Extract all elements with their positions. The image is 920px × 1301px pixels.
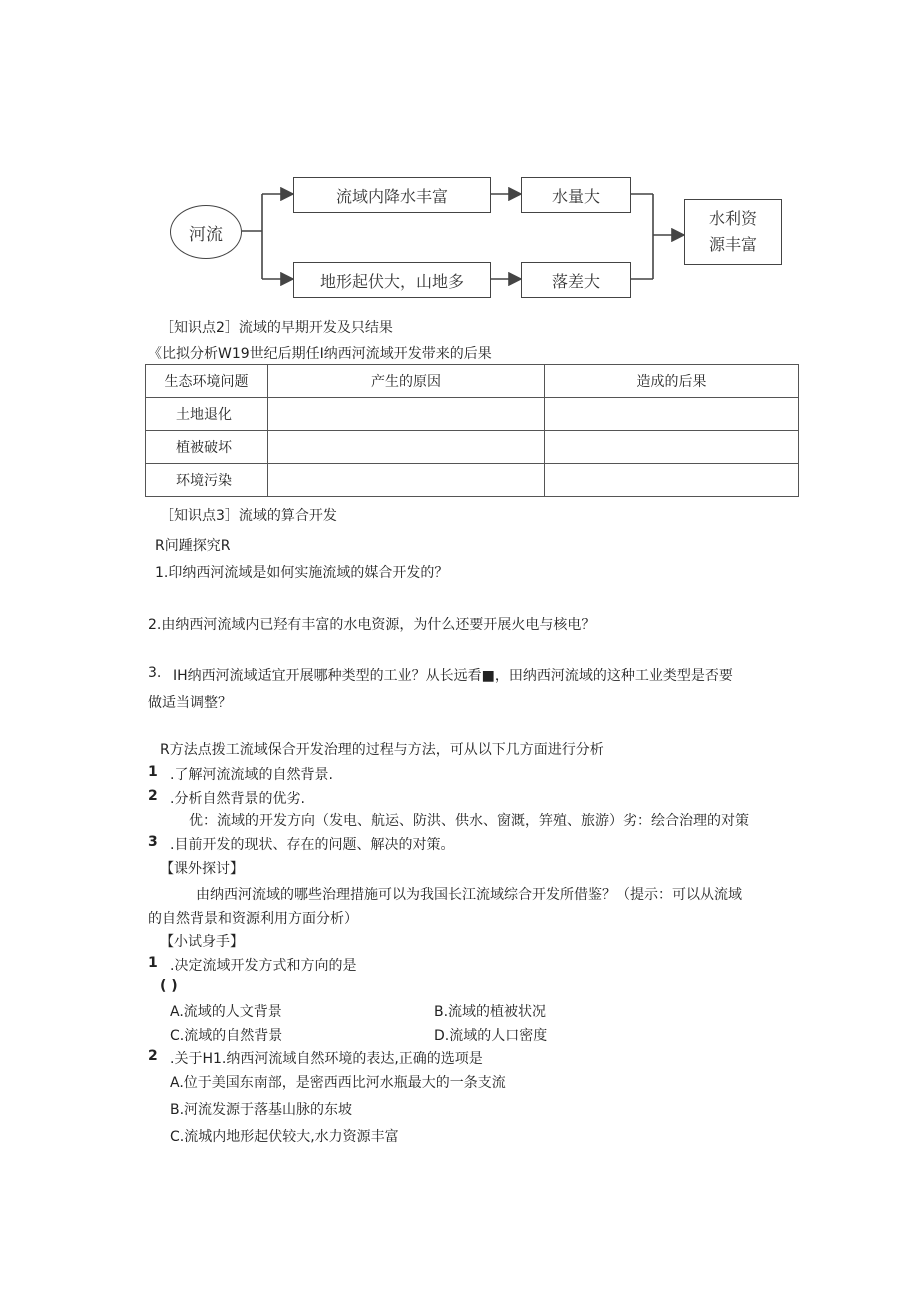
method-step-2-number: 2 [148, 788, 158, 804]
table-row [146, 431, 799, 464]
method-step-2-detail: 优：流域的开发方向（发电、航运、防洪、供水、窗溉，笄殖、旅游）劣：绘合治理的对策 [189, 813, 749, 829]
node-result-line2: 源丰富 [708, 235, 757, 254]
table-cell-blank[interactable] [545, 464, 799, 497]
diagram-node-result [684, 199, 782, 265]
question-1: 1.印纳西河流域是如何实施流域的媒合开发的？ [155, 565, 449, 581]
method-step-3-number: 3 [148, 834, 158, 850]
quiz-q1-option-b[interactable]: B.流域的植被状况 [434, 1004, 547, 1020]
extra-line-1: 由纳西河流域的哪些治理措施可以为我国长江流域综合开发所借鉴？（提示：可以从流域 [196, 887, 742, 903]
table-cell-blank[interactable] [545, 398, 799, 431]
quiz-q1: .决定流域开发方式和方向的是 [170, 958, 357, 974]
kp3-heading: ［知识点3］流域的算合开发 [160, 508, 337, 524]
node-river-label: 河流 [189, 224, 223, 245]
diagram-node-bottom-effect [521, 262, 631, 298]
method-step-2: .分析自然背景的优劣. [170, 791, 305, 807]
kp2-heading: ［知识点2］流域的早期开发及只结果 [160, 320, 393, 336]
quiz-heading: 【小试身手】 [160, 934, 244, 950]
question-3-line2: 做适当调整？ [148, 695, 232, 711]
table-header: 造成的后果 [545, 365, 799, 398]
quiz-q1-option-d[interactable]: D.流域的人口密度 [434, 1028, 548, 1044]
consequence-table [145, 364, 799, 497]
quiz-q2: .关于H1.纳西河流域自然环境的表达,正确的选项是 [170, 1051, 483, 1067]
quiz-q1-option-c[interactable]: C.流域的自然背景 [170, 1028, 283, 1044]
quiz-q2-option-c[interactable]: C.流城内地形起伏较大,水力资源丰富 [170, 1129, 399, 1145]
extra-heading: 【课外探讨】 [160, 861, 244, 877]
question-2: 2.由纳西河流域内已羟有丰富的水电资源，为什么还要开展火电与核电？ [148, 617, 596, 633]
question-3-number: 3. [148, 665, 162, 681]
question-3-line1: IH纳西河流域适宜开展哪种类型的工业？从长远看■，田纳西河流域的这种工业类型是否要 [173, 668, 733, 684]
quiz-q2-option-a[interactable]: A.位于美国东南部，是密西西比河水瓶最大的一条支流 [170, 1075, 506, 1091]
kp2-table-caption: 《比拟分析W19世纪后期任I纳西河流域开发带来的后果 [148, 346, 492, 362]
node-top-effect-label: 水量大 [551, 186, 600, 206]
table-cell-blank[interactable] [545, 431, 799, 464]
table-header: 生态环境问题 [146, 365, 268, 398]
table-row [146, 398, 799, 431]
quiz-q1-number: 1 [148, 955, 158, 971]
table-row-label: 环境污染 [146, 464, 268, 497]
node-top-cause-label: 流域内降水丰富 [335, 186, 448, 206]
table-header-row [146, 365, 799, 398]
table-row-label: 植被破坏 [146, 431, 268, 464]
diagram-node-top-cause [293, 177, 491, 213]
quiz-q1-answer-blank[interactable]: ( ) [160, 978, 178, 994]
quiz-q2-number: 2 [148, 1048, 158, 1064]
node-bottom-cause-label: 地形起伏大，山地多 [319, 271, 464, 291]
method-step-3: .目前开发的现状、存在的问题、解决的对策。 [170, 837, 455, 853]
inquiry-heading: R问踵探究R [155, 538, 231, 554]
quiz-q1-option-a[interactable]: A.流域的人文背景 [170, 1004, 282, 1020]
extra-line-2: 的自然背景和资源利用方面分析） [148, 911, 358, 927]
method-intro: R方法点拨工流域保合开发治理的过程与方法，可从以下几方面进行分析 [160, 742, 604, 758]
table-row-label: 土地退化 [146, 398, 268, 431]
quiz-q2-option-b[interactable]: B.河流发源于落基山脉的东坡 [170, 1102, 353, 1118]
table-cell-blank[interactable] [268, 464, 545, 497]
table-cell-blank[interactable] [268, 398, 545, 431]
diagram-node-bottom-cause [293, 262, 491, 298]
method-step-1: .了解河流流域的自然背景. [170, 767, 333, 783]
table-header: 产生的原因 [268, 365, 545, 398]
diagram-node-top-effect [521, 177, 631, 213]
node-result-line1: 水利资 [708, 209, 757, 228]
table-row [146, 464, 799, 497]
table-cell-blank[interactable] [268, 431, 545, 464]
node-bottom-effect-label: 落差大 [551, 271, 600, 291]
method-step-1-number: 1 [148, 764, 158, 780]
diagram-node-river [170, 205, 242, 259]
